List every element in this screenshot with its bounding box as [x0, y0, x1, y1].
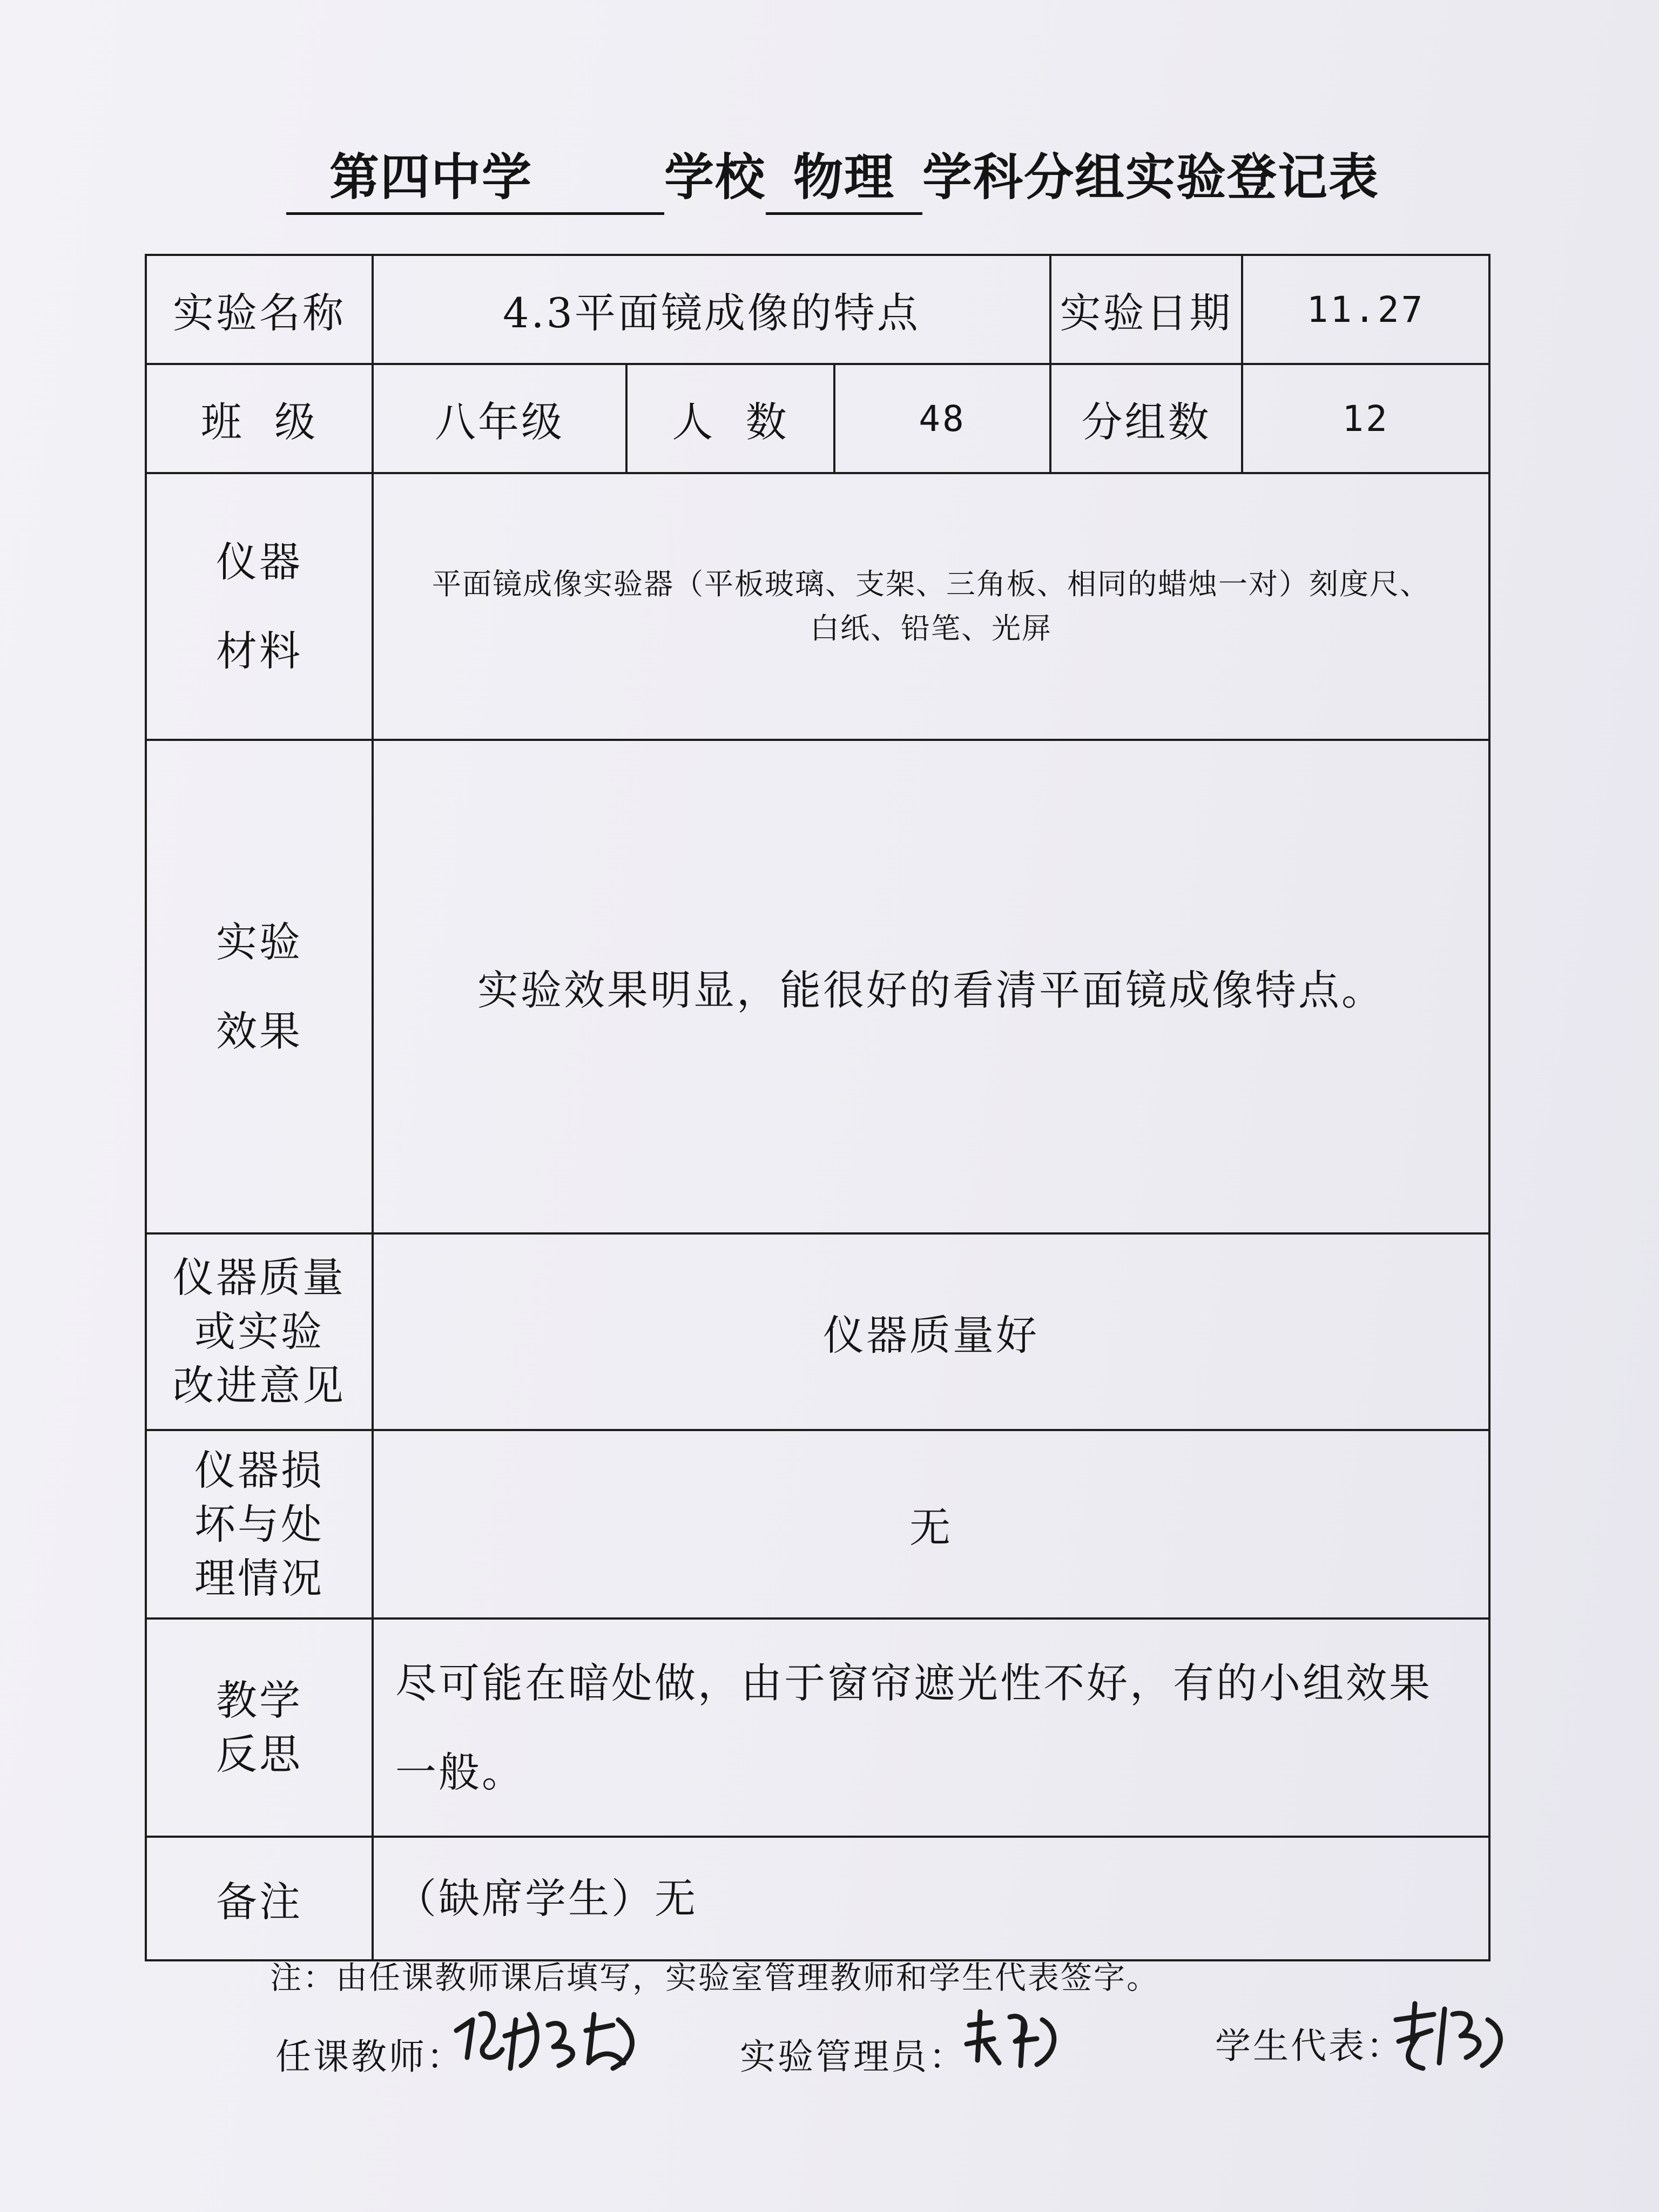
class-value: 八年级: [373, 364, 626, 473]
school-suffix: 学校: [664, 149, 766, 206]
quality-label-line: 改进意见: [173, 1361, 346, 1410]
table-row: [146, 1837, 1489, 1960]
experiment-name-label: 实验名称: [146, 255, 373, 364]
student-count-label: 人 数: [626, 364, 834, 473]
quality-label-line: 或实验: [194, 1307, 324, 1355]
table-row: [146, 473, 1489, 740]
damage-label-line: 理情况: [194, 1554, 324, 1602]
instruments-value-line: 平面镜成像实验器（平板玻璃、支架、三角板、相同的蜡烛一对）刻度尺、: [432, 567, 1430, 601]
group-count-value: 12: [1242, 364, 1489, 473]
table-row: [146, 1233, 1489, 1430]
damage-label: [146, 1430, 373, 1618]
instruments-label-line: 材料: [216, 627, 302, 675]
title-rest: 学科分组实验登记表: [922, 149, 1380, 206]
footnote: 注：由任课教师课后填写，实验室管理教师和学生代表签字。: [270, 1959, 1160, 1996]
group-count-label: 分组数: [1050, 364, 1242, 473]
experiment-date-label: 实验日期: [1050, 255, 1242, 364]
subject-field: 物理: [766, 138, 922, 215]
reflection-label: [146, 1618, 373, 1837]
form-title: [286, 138, 1388, 208]
quality-label: [146, 1233, 373, 1430]
experiment-date-value: 11.27: [1242, 255, 1489, 364]
reflection-value-line: 尽可能在暗处做，由于窗帘遮光性不好，有的小组效果: [395, 1659, 1432, 1707]
effect-label: [146, 740, 373, 1233]
registration-table: [145, 254, 1491, 1961]
signature-scribble: [961, 2001, 1069, 2071]
damage-label-line: 坏与处: [194, 1500, 324, 1548]
instruments-value: [373, 473, 1489, 740]
remarks-label: 备注: [146, 1837, 373, 1960]
effect-label-line: 实验: [216, 918, 302, 966]
table-row: [146, 1618, 1489, 1837]
teacher-label: 任课教师：: [275, 2036, 464, 2078]
effect-label-line: 效果: [216, 1007, 302, 1055]
admin-label: 实验管理员：: [740, 2036, 967, 2078]
signature-scribble: [1385, 1993, 1515, 2074]
admin-signature: [961, 2001, 1069, 2073]
school-field: 第四中学: [286, 138, 664, 215]
instruments-value-line: 白纸、铅笔、光屏: [810, 611, 1052, 645]
instruments-label-line: 仪器: [216, 538, 302, 586]
reflection-label-line: 反思: [216, 1730, 302, 1778]
experiment-name-value: 4.3平面镜成像的特点: [373, 255, 1050, 364]
student-signature: [1385, 1993, 1515, 2076]
table-row: [146, 1430, 1489, 1618]
table-row: [146, 364, 1489, 473]
table-row: [146, 255, 1489, 364]
student-label: 学生代表：: [1215, 2025, 1404, 2067]
effect-value: 实验效果明显，能很好的看清平面镜成像特点。: [373, 740, 1489, 1233]
student-count-value: 48: [834, 364, 1050, 473]
quality-value: 仪器质量好: [373, 1233, 1489, 1430]
reflection-label-line: 教学: [216, 1676, 302, 1724]
reflection-value-line: 一般。: [395, 1748, 525, 1796]
teacher-signature: [451, 1998, 656, 2081]
damage-label-line: 仪器损: [194, 1446, 324, 1494]
quality-label-line: 仪器质量: [173, 1253, 346, 1301]
instruments-label: [146, 473, 373, 740]
table-row: [146, 740, 1489, 1233]
signature-scribble: [451, 1998, 656, 2079]
remarks-value: （缺席学生）无: [373, 1837, 1489, 1960]
class-label: 班 级: [146, 364, 373, 473]
damage-value: 无: [373, 1430, 1489, 1618]
reflection-value: [373, 1618, 1489, 1837]
